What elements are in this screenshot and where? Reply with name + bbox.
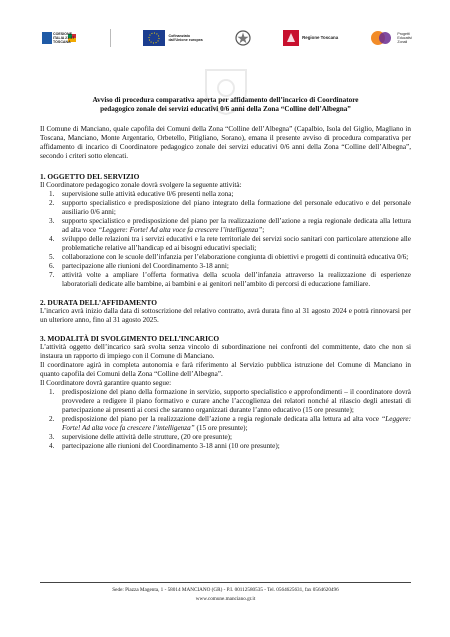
logo5-line3: Zonali: [397, 40, 408, 45]
document-body: [40, 96, 411, 460]
logo1-line2: ITALIA 21-27: [53, 35, 75, 40]
footer-divider: [40, 582, 411, 583]
title-line-2: pedagogico zonale dei servizi educativi 0/6 anni della Zona “Colline dell’Albegna”: [100, 105, 351, 113]
section-3-list: [40, 388, 411, 451]
regione-toscana-icon: [283, 30, 299, 46]
logo5-line2: Educativi: [397, 35, 412, 40]
section-3-paragraph-1: L’attività oggetto dell’incarico sarà svolta senza vincolo di subordinazione nei confronti del committente, dato che non si instaura un rapporto di impiego con il Comune di Manciano.: [40, 343, 411, 360]
document-title: [40, 96, 411, 114]
list-item: 7. attività volte a ampliare l’offerta formativa della scuola dell’infanzia attraverso la realizzazione di esperienze laboratoriali dedicate alle bambine, ai bambini e ai genitori nell’ambito di percorsi di educazione familiare.: [49, 271, 411, 288]
regione-toscana-logo: [283, 30, 338, 46]
section-1-heading: 1. OGGETTO DEL SERVIZIO: [40, 172, 140, 181]
logo1-line1: COESIONE: [53, 31, 72, 36]
list-item: 1. supervisione sulle attività educative 0/6 presenti nella zona;: [49, 190, 234, 198]
list-item: 4. sviluppo delle relazioni tra i servizi educativi e la rete territoriale dei servizi socio sanitari con particolare attenzione alle problematiche relative all’handicap ed ai bisogni educativi speciali;: [49, 235, 411, 252]
progetti-educativi-zonali-logo: [370, 28, 412, 48]
coesione-italia-logo: [42, 30, 78, 46]
list-item: 2. predisposizione del piano per la realizzazione dell’azione a regia regionale dedicata alla lettura ad alta voce “Leggere: Forte! Ad alta voce fa crescere l’intelligenza” (15 ore presunte);: [49, 415, 411, 432]
section-2-heading: 2. DURATA DELL’AFFIDAMENTO: [40, 298, 157, 307]
list-item: 3. supervisione delle attività delle strutture, (20 ore presunte);: [49, 433, 233, 441]
section-3-heading: 3. MODALITÀ DI SVOLGIMENTO DELL’INCARICO: [40, 334, 220, 343]
header-logos: [42, 26, 412, 50]
section-modalita: [40, 334, 411, 451]
section-oggetto: [40, 172, 411, 289]
list-item: 5. collaborazione con le scuole dell’infanzia per l’elaborazione congiunta di obiettivi e progetti di continuità educativa 0/6;: [49, 253, 409, 261]
list-item: 2. supporto specialistico e predisposizione del piano integrato della formazione del personale educativo e del personale ausiliario 0/6 anni;: [49, 199, 411, 216]
logo4-text: Regione Toscana: [302, 34, 339, 40]
page-footer: [40, 586, 411, 604]
logo1-line3: TOSCANA: [53, 40, 71, 45]
section-3-paragraph-3: Il Coordinatore dovrà garantire quanto segue:: [40, 379, 172, 387]
list-item: 6. partecipazione alle riunioni del Coordinamento 3-18 anni;: [49, 262, 229, 270]
list-item: 1. predisposizione del piano della formazione in servizio, supporto specialistico e approfondimenti – il coordinatore dovrà provvedere a redigere il piano formativo e curare anche l’accoglienza dei relatori nonché al rilascio degli attestati di partecipazione ai presenti ai corsi che saranno organizzati durante l’anno educativo (15 ore presunte);: [49, 388, 411, 414]
logo2-line1: Cofinanziato: [168, 33, 191, 38]
section-2-text: L’incarico avrà inizio dalla data di sottoscrizione del relativo contratto, avrà durata fino al 31 agosto 2024 e potrà rinnovarsi per un ulteriore anno, fino al 31 agosto 2025.: [40, 307, 411, 324]
footer-website: www.comune.manciano.gr.it: [195, 596, 256, 602]
list-item: 4. partecipazione alle riunioni del Coordinamento 3-18 anni (10 ore presunte);: [49, 442, 280, 450]
repubblica-italiana-emblem: [235, 29, 251, 47]
section-1-lead: Il Coordinatore pedagogico zonale dovrà svolgere la seguente attività:: [40, 181, 242, 189]
eu-cofinanziato-logo: [143, 30, 202, 46]
section-1-list: [40, 190, 411, 289]
title-line-1: Avviso di procedura comparativa aperta per affidamento dell’incarico di Coordinatore: [92, 96, 359, 104]
list-item: 3. supporto specialistico e predisposizione del piano per la realizzazione dell’azione a regia regionale dedicata alla lettura ad alta voce “Leggere: Forte! Ad alta voce fa crescere l’intelligenza”;: [49, 217, 411, 234]
intro-paragraph: Il Comune di Manciano, quale capofila dei Comuni della Zona “Colline dell’Albegna” (Capalbio, Isola del Giglio, Magliano in Toscana, Manciano, Monte Argentario, Orbetello, Pitigliano, Sorano), emana il presente avviso di procedura comparativa per affidamento di incarico di Coordinatore pedagogico zonale dei servizi educativi 0/6 anni della Zona “Colline dell’Albegna”, secondo i criteri sotto elencati.: [40, 125, 411, 160]
logo5-line1: Progetti: [397, 31, 410, 36]
pez-icon: [370, 28, 394, 48]
section-3-paragraph-2: Il coordinatore agirà in completa autonomia e farà riferimento al Servizio pubblica istruzione del Comune di Manciano in quanto capofila dei Comuni della Zona “Colline dell’Albegna”.: [40, 361, 411, 378]
logo2-line2: dall'Unione europea: [168, 38, 203, 42]
italian-emblem-icon: [235, 29, 251, 47]
eu-flag-icon: [143, 30, 165, 46]
footer-address: Sede: Piazza Magenta, 1 - 58014 MANCIANO (GR) - P.I. 00112580535 - Tel. 0564625631, fax 0564620496: [112, 587, 339, 593]
logo-divider: [110, 29, 111, 47]
section-durata: [40, 298, 411, 325]
